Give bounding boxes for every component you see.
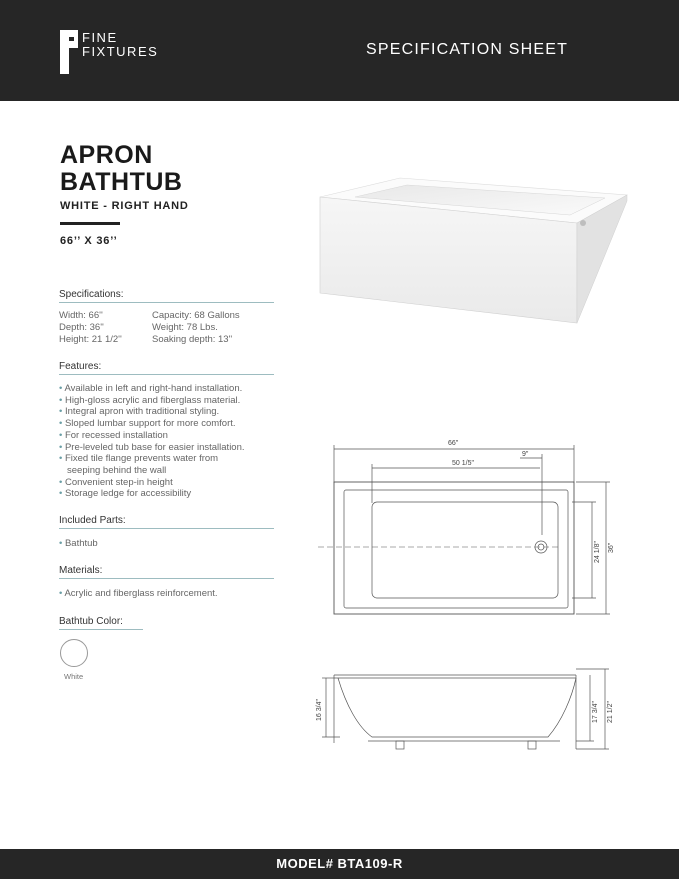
dimension-inner-length-label: 50 1/5" [452, 460, 474, 467]
product-subtitle: WHITE - RIGHT HAND [60, 200, 189, 212]
list-item [59, 442, 245, 454]
model-number: MODEL# BTA109-R [276, 856, 403, 871]
bullet-icon: • [59, 488, 63, 500]
list-item-text: For recessed installation [64, 429, 168, 441]
bullet-icon: • [59, 588, 63, 599]
dimension-drain-offset-label: 9" [522, 451, 529, 458]
spec-width: Width: 66'' [59, 310, 103, 321]
list-item [59, 538, 98, 550]
specifications-rule [59, 302, 274, 303]
list-item-text: Storage ledge for accessibility [64, 488, 192, 500]
dimension-depth-label: 36" [608, 542, 615, 553]
bullet-icon: • [59, 394, 63, 406]
brand-line-1: FINE [82, 30, 118, 45]
bathtub-product-image [315, 175, 635, 335]
bullet-icon: • [59, 441, 63, 453]
list-item-text: Pre-leveled tub base for easier installation. [64, 441, 245, 453]
list-item [59, 383, 245, 395]
list-item-text: Sloped lumbar support for more comfort. [64, 418, 236, 430]
list-item [59, 588, 218, 600]
dimension-width-label: 66" [448, 440, 459, 447]
spec-height: Height: 21 1/2'' [59, 334, 122, 345]
bullet-icon: • [59, 476, 63, 488]
bullet-icon: • [59, 406, 63, 418]
list-item [59, 395, 245, 407]
brand-line-2: FIXTURES [82, 44, 159, 59]
list-item-text: Available in left and right-hand installation. [64, 383, 243, 394]
list-item-text: Acrylic and fiberglass reinforcement. [64, 588, 218, 599]
bathtub-color-rule [59, 629, 143, 630]
side-view-drawing [310, 665, 630, 760]
list-item [59, 406, 245, 418]
brand-name [82, 31, 158, 59]
list-item-text: Fixed tile flange prevents water from [64, 453, 219, 465]
dimension-total-height-label: 21 1/2" [607, 701, 614, 723]
list-item [59, 430, 245, 442]
list-item [59, 453, 245, 465]
features-rule [59, 374, 274, 375]
included-parts-rule [59, 528, 274, 529]
included-parts-list [59, 538, 98, 550]
bullet-icon: • [59, 383, 63, 394]
dimension-basin-height-label: 17 3/4" [592, 701, 599, 723]
color-swatch-label: White [64, 672, 84, 681]
spec-capacity: Capacity: 68 Gallons [152, 310, 240, 321]
spec-depth: Depth: 36'' [59, 322, 104, 333]
features-list [59, 383, 245, 500]
product-title [60, 142, 182, 196]
list-item-text: Bathtub [64, 538, 98, 549]
product-title-line-2: BATHTUB [60, 168, 183, 196]
list-item-text: High-gloss acrylic and fiberglass material. [64, 394, 241, 406]
list-item [59, 477, 245, 489]
title-divider [60, 222, 120, 225]
list-item-text: seeping behind the wall [67, 464, 167, 476]
product-size: 66’’ X 36’’ [60, 235, 118, 247]
spec-weight: Weight: 78 Lbs. [152, 322, 218, 333]
sheet-title: SPECIFICATION SHEET [366, 41, 569, 58]
materials-list [59, 588, 218, 600]
specifications-heading: Specifications: [59, 289, 124, 300]
brand-logo-icon [60, 30, 80, 74]
list-item-text: Convenient step-in height [64, 476, 173, 488]
list-item [59, 465, 245, 477]
features-heading: Features: [59, 361, 102, 372]
bullet-icon: • [59, 418, 63, 430]
list-item [59, 418, 245, 430]
list-item-text: Integral apron with traditional styling. [64, 406, 220, 418]
product-title-line-1: APRON [60, 141, 153, 169]
included-parts-heading: Included Parts: [59, 515, 126, 526]
materials-heading: Materials: [59, 565, 103, 576]
dimension-inner-width-label: 24 1/8" [594, 541, 601, 563]
top-view-drawing [310, 435, 630, 625]
specifications-right-column [152, 310, 240, 346]
specifications-left-column [59, 310, 122, 346]
list-item [59, 488, 245, 500]
materials-rule [59, 578, 274, 579]
dimension-inner-height-label: 16 3/4" [316, 699, 323, 721]
bathtub-color-heading: Bathtub Color: [59, 616, 123, 627]
footer-band [0, 849, 679, 879]
bullet-icon: • [59, 538, 63, 549]
color-swatch-white [60, 639, 88, 667]
header-band [0, 0, 679, 101]
bullet-icon: • [59, 453, 63, 465]
spec-soaking-depth: Soaking depth: 13'' [152, 334, 233, 345]
bullet-icon: • [59, 429, 63, 441]
